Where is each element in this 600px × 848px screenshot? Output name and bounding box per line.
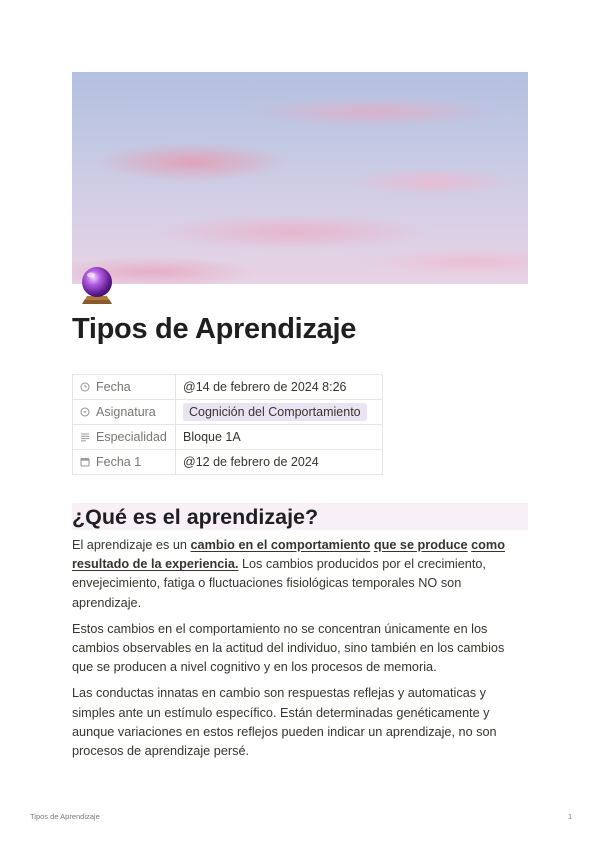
properties-table bbox=[72, 374, 383, 475]
select-icon bbox=[80, 406, 90, 420]
property-row-especialidad[interactable] bbox=[73, 425, 383, 450]
subject-tag[interactable]: Cognición del Comportamiento bbox=[183, 403, 367, 421]
property-row-fecha[interactable] bbox=[73, 375, 383, 400]
paragraph: El aprendizaje es un cambio en el comportamiento que se produce como resultado de la experiencia. Los cambios producidos por el crecimiento, envejecimiento, fatiga o fluctuaciones fisiológicas temporales NO son aprendizaje. bbox=[72, 538, 505, 610]
crystal-ball-icon bbox=[79, 265, 115, 305]
page-title: Tipos de Aprendizaje bbox=[72, 313, 357, 345]
property-value-date[interactable]: @12 de febrero de 2024 bbox=[176, 450, 383, 475]
emphasis-text: cambio en el comportamiento bbox=[190, 538, 371, 552]
property-value-date[interactable]: @14 de febrero de 2024 8:26 bbox=[176, 375, 383, 400]
property-name: Fecha 1 bbox=[96, 454, 142, 469]
text-lines-icon bbox=[80, 431, 90, 445]
property-value-text[interactable]: Bloque 1A bbox=[176, 425, 383, 450]
page-number: 1 bbox=[568, 812, 573, 821]
property-name: Fecha bbox=[96, 379, 131, 394]
section-heading: ¿Qué es el aprendizaje? bbox=[72, 503, 528, 530]
cover-image bbox=[72, 72, 528, 284]
section-body bbox=[72, 536, 528, 768]
paragraph: Las conductas innatas en cambio son respuestas reflejas y automaticas y simples ante un estímulo específico. Están determinadas genéticamente y aunque variaciones en estos reflejos pueden indicar un aprendizaje, no son procesos de aprendizaje persé. bbox=[72, 686, 497, 759]
property-row-asignatura[interactable] bbox=[73, 400, 383, 425]
emphasis-text: como resultado de la experiencia. bbox=[72, 538, 505, 572]
footer-title: Tipos de Aprendizaje bbox=[30, 812, 100, 821]
clock-icon bbox=[80, 381, 90, 395]
property-name: Especialidad bbox=[96, 429, 167, 444]
property-row-fecha-1[interactable] bbox=[73, 450, 383, 475]
paragraph: Estos cambios en el comportamiento no se concentran únicamente en los cambios observables en la actitud del individuo, sino también en los cambios que se producen a nivel cognitivo y en los procesos de memoria. bbox=[72, 621, 505, 675]
emphasis-text: que se produce bbox=[373, 538, 468, 552]
property-name: Asignatura bbox=[96, 404, 156, 419]
calendar-icon bbox=[80, 456, 90, 470]
